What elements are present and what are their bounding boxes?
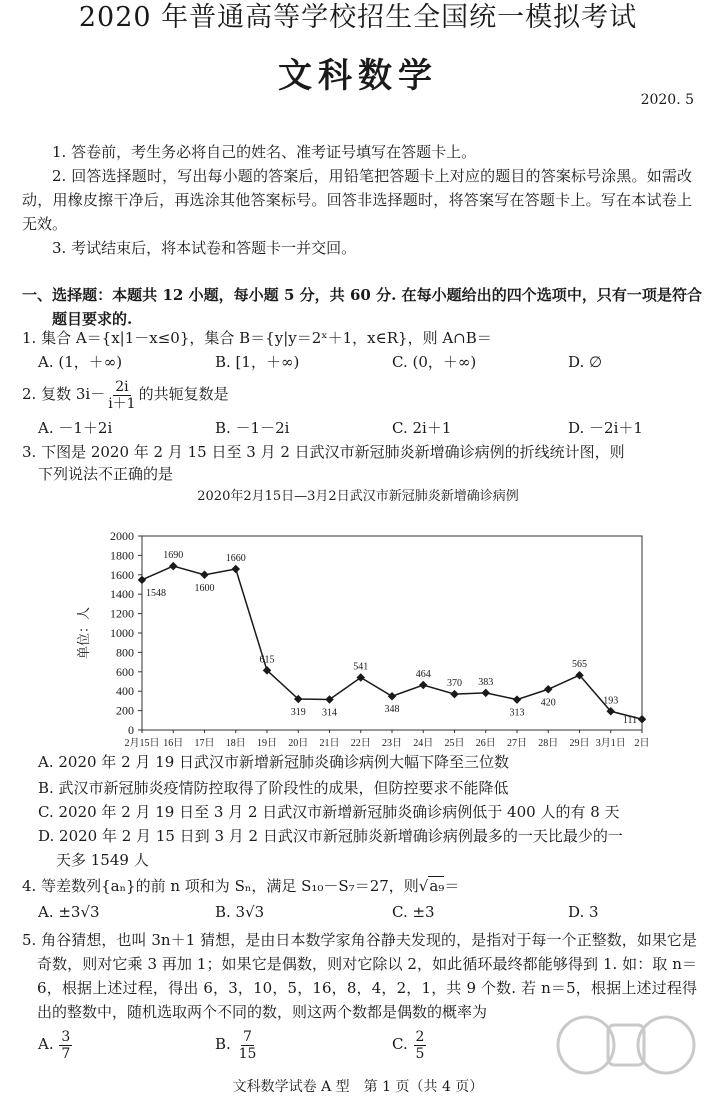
data-point: [388, 692, 396, 700]
y-tick-label: 1800: [110, 548, 134, 563]
line-chart-svg: [70, 522, 670, 757]
q1-option-a: A. (1，＋∞): [38, 353, 123, 371]
data-point: [169, 562, 177, 570]
x-tick-label: 2日: [634, 738, 650, 749]
y-tick-label: 200: [116, 703, 134, 718]
q5-option-c-letter: C.: [392, 1035, 408, 1053]
page-footer: 文科数学试卷 A 型 第 1 页（共 4 页）: [232, 1079, 484, 1095]
q2-fraction: [106, 379, 137, 412]
data-label: 319: [290, 707, 306, 719]
data-label: 314: [322, 707, 337, 719]
x-tick-label: 20日: [288, 738, 309, 749]
y-tick-label: 1200: [110, 606, 134, 621]
question-3-stem-line1: 3. 下图是 2020 年 2 月 15 日至 3 月 2 日武汉市新冠肺炎新增确诊病例的折线统计图，则: [22, 443, 625, 461]
x-tick-label: 19日: [257, 738, 277, 749]
instruction-2: 2. 回答选择题时，写出每小题的答案后，用铅笔把答题卡上对应的题目的答案标号涂黑。如需改动，用橡皮擦干净后，再选涂其他答案标号。回答非选择题时，将答案写在答题卡上。写在本试卷上无效。: [22, 167, 692, 233]
q4-option-a: A. ±3√3: [38, 903, 100, 921]
y-tick-label: 0: [128, 723, 134, 737]
x-tick-label: 23日: [382, 738, 402, 749]
x-tick-label: 29日: [569, 738, 590, 749]
data-point: [419, 681, 427, 689]
q5-option-b-letter: B.: [215, 1035, 231, 1053]
q2-option-b: B. －1－2i: [215, 419, 290, 437]
chart-title: 2020年2月15日—3月2日武汉市新冠肺炎新增确诊病例: [197, 489, 519, 504]
q3-option-d-cont: 天多 1549 人: [56, 851, 149, 869]
y-tick-label: 600: [116, 664, 134, 679]
data-label: 348: [384, 704, 400, 716]
q2-prefix: 2. 复数 3i－: [22, 385, 106, 403]
q5-option-c-frac: [414, 1029, 427, 1062]
q5-option-b-frac: [237, 1029, 259, 1062]
data-label: 541: [353, 661, 369, 673]
data-label: 1690: [163, 550, 184, 562]
subject-title: 文科数学: [278, 56, 438, 96]
x-tick-label: 17日: [194, 738, 215, 749]
q5-option-a: [38, 1026, 73, 1062]
q2-option-d: D. －2i＋1: [568, 419, 643, 437]
q1-option-d: D. ∅: [568, 353, 603, 371]
data-point: [450, 690, 458, 698]
data-point: [544, 685, 552, 693]
x-tick-label: 25日: [444, 738, 465, 749]
question-2-stem: [22, 378, 229, 412]
data-label: 1548: [146, 587, 166, 599]
data-label: 565: [572, 659, 587, 671]
q5-a-num: 3: [61, 1028, 71, 1045]
q4-stem-end: ＝: [444, 877, 460, 895]
q3-option-b: B. 武汉市新冠肺炎疫情防控取得了阶段性的成果，但防控要求不能降低: [38, 779, 509, 797]
q5-option-a-frac: [59, 1029, 72, 1062]
q4-stem-text: 4. 等差数列{aₙ}的前 n 项和为 Sₙ，满足 S₁₀－S₇＝27，则: [22, 877, 419, 895]
q3-option-c: C. 2020 年 2 月 19 日至 3 月 2 日武汉市新增新冠肺炎确诊病例低于 400 人的有 8 天: [38, 803, 620, 821]
q4-option-c: C. ±3: [392, 903, 435, 921]
q2-suffix: 的共轭复数是: [138, 385, 229, 403]
plot-frame: [142, 536, 642, 730]
data-label: 313: [509, 707, 525, 719]
data-point: [232, 565, 240, 573]
q2-option-c: C. 2i＋1: [392, 419, 452, 437]
y-tick-label: 2000: [110, 529, 134, 543]
x-tick-label: 27日: [507, 738, 527, 749]
x-tick-label: 28日: [538, 738, 559, 749]
data-label: 615: [259, 654, 275, 666]
q5-b-num: 7: [243, 1028, 252, 1045]
x-tick-label: 18日: [225, 738, 246, 749]
q5-c-den: 5: [415, 1045, 425, 1062]
data-point: [513, 695, 521, 703]
instruction-1: 1. 答卷前，考生务必将自己的姓名、准考证号填写在答题卡上。: [52, 143, 477, 161]
data-label: 111: [622, 715, 638, 727]
x-tick-label: 3月1日: [595, 738, 626, 749]
q5-option-c: [392, 1026, 427, 1062]
q2-frac-den: i＋1: [108, 395, 136, 412]
exam-date: 2020. 5: [640, 92, 694, 108]
q5-c-num: 2: [415, 1028, 425, 1045]
y-tick-label: 1400: [110, 587, 134, 602]
q2-frac-num: 2i: [115, 378, 129, 395]
data-point: [138, 576, 146, 584]
q5-a-den: 7: [61, 1045, 71, 1062]
instruction-3: 3. 考试结束后，将本试卷和答题卡一并交回。: [52, 239, 357, 257]
data-label: 1660: [225, 552, 246, 564]
data-label: 383: [478, 676, 494, 688]
data-label: 464: [415, 668, 431, 680]
data-label: 420: [540, 697, 556, 709]
q5-option-a-letter: A.: [38, 1035, 54, 1053]
data-label: 1600: [194, 582, 215, 594]
y-axis-label: 单位：人: [76, 606, 91, 660]
q4-option-b: B. 3√3: [215, 903, 265, 921]
q4-sqrt: a₉: [429, 877, 445, 895]
q4-option-d: D. 3: [568, 903, 599, 921]
y-tick-label: 1600: [110, 567, 134, 582]
question-1-stem: 1. 集合 A＝{x|1－x≤0}，集合 B＝{y|y＝2ˣ＋1，x∈R}，则 A∩B＝: [22, 329, 492, 347]
x-tick-label: 21日: [319, 738, 340, 749]
question-5-stem: 5. 角谷猜想，也叫 3n＋1 猜想，是由日本数学家角谷静夫发现的，是指对于每一个正整数，如果它是奇数，则对它乘 3 再加 1；如果它是偶数，则对它除以 2，如此循环最终都能够得到 1. 如：取 n＝6，根据上述过程，得出 6，3，10，5，16，8，4，2，1，共 9 个数. 若 n＝5，根据上述过程得出的整数中，随机选取两个不同的数，则这两个数都是偶数的概率为: [22, 931, 697, 1021]
data-label: 370: [447, 678, 462, 690]
data-label: 193: [603, 695, 619, 707]
data-point: [482, 689, 490, 697]
x-tick-label: 22日: [350, 738, 371, 749]
y-tick-label: 1000: [110, 626, 134, 640]
data-point: [200, 571, 208, 579]
line-chart: [70, 522, 670, 761]
q2-option-a: A. －1＋2i: [38, 419, 113, 437]
q5-option-b: [215, 1026, 259, 1062]
y-tick-label: 400: [116, 684, 134, 699]
x-tick-label: 2月15日: [124, 738, 160, 749]
q3-option-d: D. 2020 年 2 月 15 日到 3 月 2 日武汉市新冠肺炎新增确诊病例最多的一天比最少的一: [38, 827, 623, 845]
exam-title: 2020 年普通高等学校招生全国统一模拟考试: [78, 2, 638, 33]
x-tick-label: 24日: [413, 738, 434, 749]
x-tick-label: 26日: [475, 738, 496, 749]
data-point: [638, 715, 646, 723]
q5-b-den: 15: [238, 1045, 257, 1062]
question-3-stem-line2: 下列说法不正确的是: [38, 465, 174, 483]
q3-option-a: A. 2020 年 2 月 19 日武汉市新增新冠肺炎确诊病例大幅下降至三位数: [38, 753, 510, 771]
question-4-stem: 4. 等差数列{aₙ}的前 n 项和为 Sₙ，满足 S₁₀－S₇＝27，则√a₉＝: [22, 877, 460, 895]
q1-option-c: C. (0，＋∞): [392, 353, 477, 371]
q1-option-b: B. [1，＋∞): [215, 353, 300, 371]
x-tick-label: 16日: [163, 738, 184, 749]
y-tick-label: 800: [116, 645, 134, 660]
section-heading: 一、选择题：本题共 12 小题，每小题 5 分，共 60 分. 在每小题给出的四个选项中，只有一项是符合题目要求的.: [22, 286, 702, 328]
